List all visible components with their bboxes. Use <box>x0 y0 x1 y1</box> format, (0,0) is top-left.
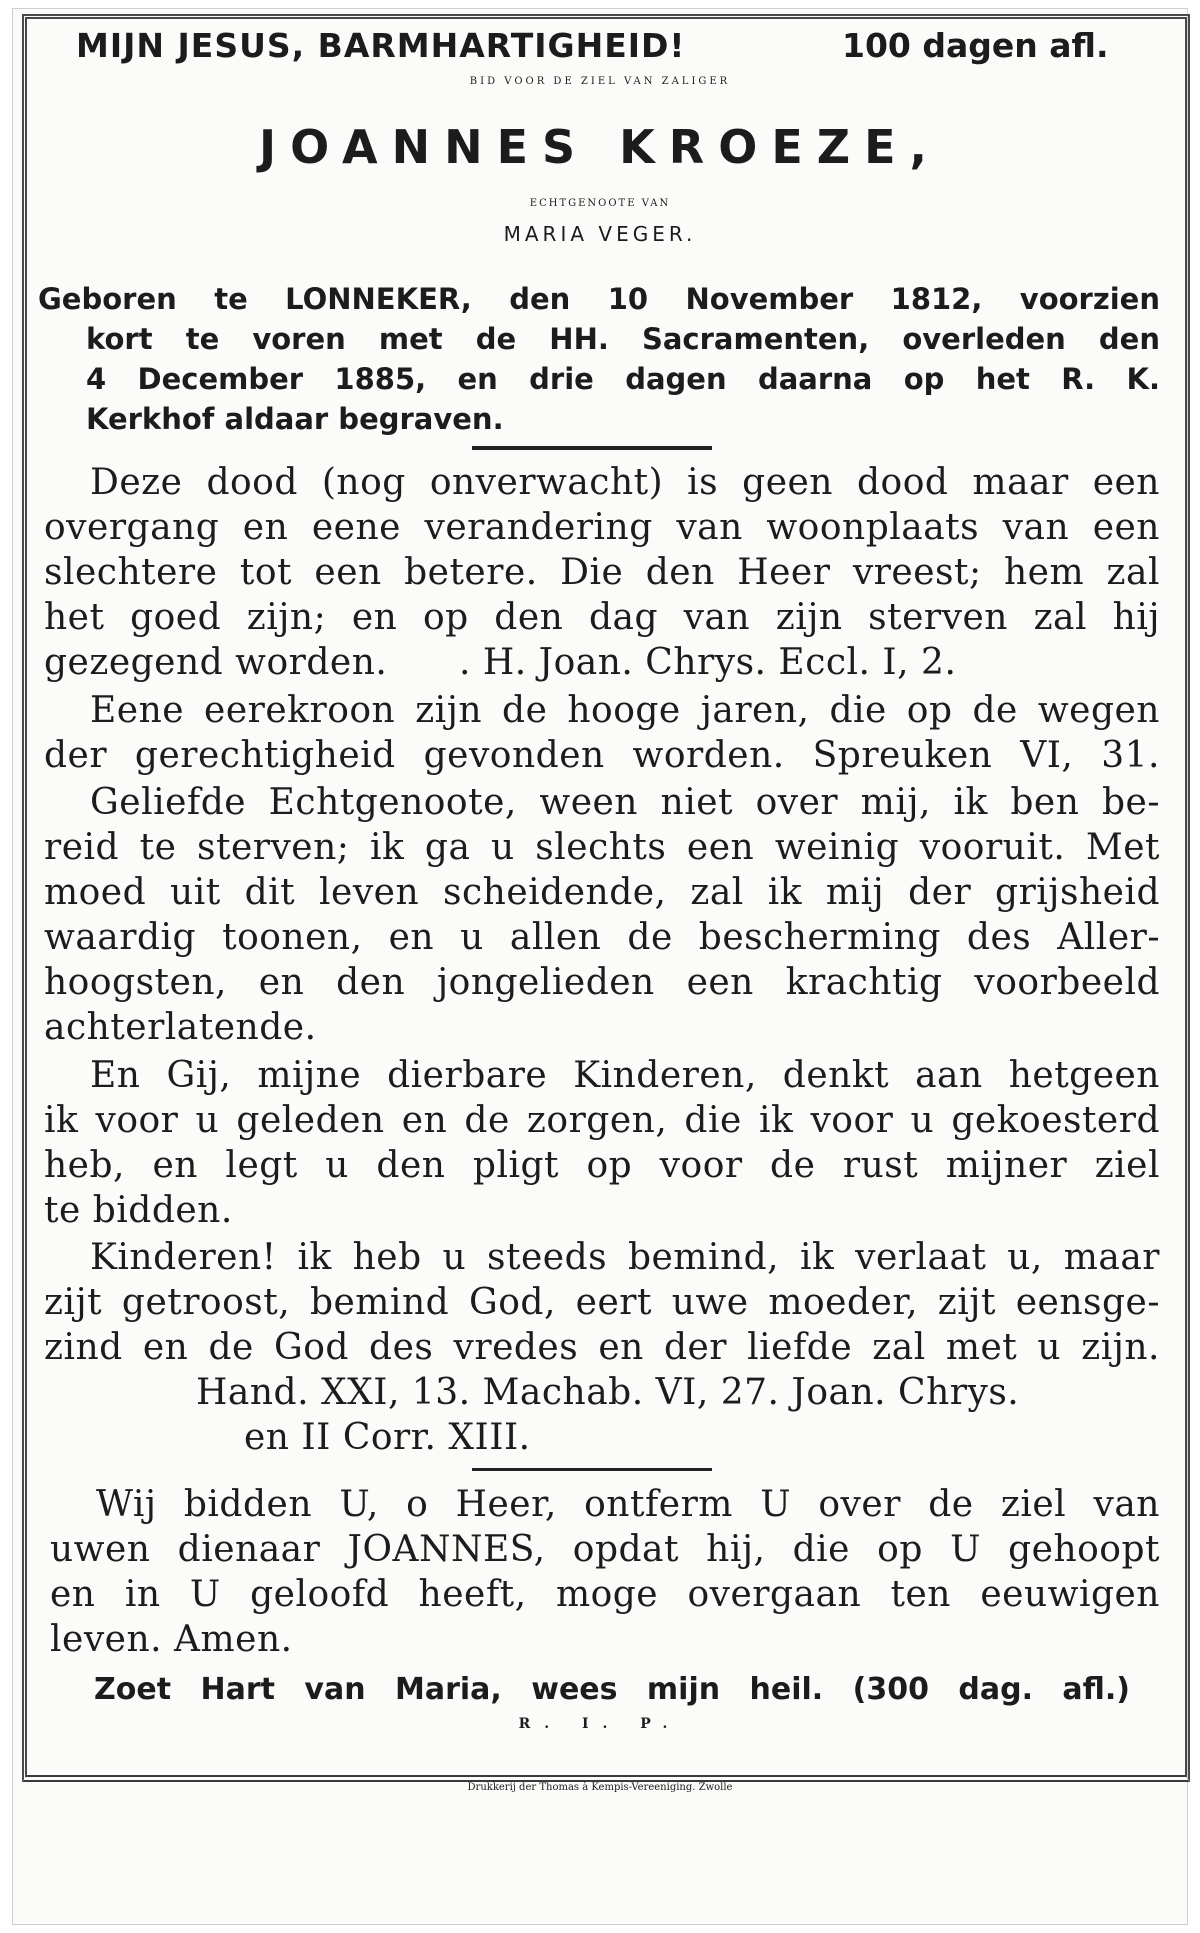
scripture-reference: Hand. XXI, 13. Machab. VI, 27. Joan. Chrys. <box>196 1372 1020 1413</box>
biography-line: Kerkhof aldaar begraven. <box>86 402 504 436</box>
biography-line: Geboren te LONNEKER, den 10 November 1812, voorzien <box>38 282 1160 316</box>
biography-line: 4 December 1885, en drie dagen daarna op het R. K. <box>86 362 1160 396</box>
pray-for-heading: BID VOOR DE ZIEL VAN ZALIGER <box>469 76 731 87</box>
text-line: achterlatende. <box>44 1007 317 1048</box>
text-line: En Gij, mijne dierbare Kinderen, denkt aan hetgeen <box>90 1055 1160 1096</box>
invocation-text: MIJN JESUS, BARMHARTIGHEID! <box>76 26 686 65</box>
text-line: ik voor u geleden en de zorgen, die ik voor u gekoesterd <box>44 1100 1160 1141</box>
text-line: Geliefde Echtgenoote, ween niet over mij, ik ben be- <box>90 782 1160 823</box>
deceased-name: JOANNES KROEZE, <box>259 120 941 174</box>
text-line: gezegend worden. . H. Joan. Chrys. Eccl. I, 2. <box>44 642 957 683</box>
rip-text: R. I. P. <box>518 1716 682 1732</box>
divider-rule <box>472 446 712 450</box>
text-line: Deze dood (nog onverwacht) is geen dood maar een <box>90 462 1160 503</box>
text-line: reid te sterven; ik ga u slechts een weinig vooruit. Met <box>44 827 1160 868</box>
text-line: zind en de God des vredes en der liefde zal met u zijn. <box>44 1327 1160 1368</box>
text-line: heb, en legt u den pligt op voor de rust mijner ziel <box>44 1145 1160 1186</box>
scripture-reference: en II Corr. XIII. <box>244 1417 531 1458</box>
printer-imprint: Drukkerij der Thomas à Kempis-Vereeniging. Zwolle <box>467 1782 733 1793</box>
divider-rule <box>472 1468 712 1471</box>
ejaculation-text: Zoet Hart van Maria, wees mijn heil. (300 dag. afl.) <box>94 1672 1130 1707</box>
text-line: het goed zijn; en op den dag van zijn sterven zal hij <box>44 597 1160 638</box>
text-line: Eene eerekroon zijn de hooge jaren, die op de wegen <box>90 690 1160 731</box>
text-line: te bidden. <box>44 1190 233 1231</box>
biography-line: kort te voren met de HH. Sacramenten, overleden den <box>86 322 1160 356</box>
text-line: der gerechtigheid gevonden worden. Spreuken VI, 31. <box>44 735 1160 776</box>
text-line: waardig toonen, en u allen de bescherming des Aller- <box>44 917 1160 958</box>
prayer-line: leven. Amen. <box>50 1619 293 1660</box>
text-line: overgang en eene verandering van woonplaats van een <box>44 507 1160 548</box>
prayer-line: Wij bidden U, o Heer, ontferm U over de ziel van <box>96 1484 1160 1525</box>
prayer-line: uwen dienaar JOANNES, opdat hij, die op U gehoopt <box>50 1529 1160 1570</box>
text-line: Kinderen! ik heb u steeds bemind, ik verlaat u, maar <box>90 1237 1160 1278</box>
text-line: moed uit dit leven scheidende, zal ik mij der grijsheid <box>44 872 1160 913</box>
spouse-name: MARIA VEGER. <box>503 222 697 246</box>
text-line: zijt getroost, bemind God, eert uwe moeder, zijt eensge- <box>44 1282 1160 1323</box>
text-line: hoogsten, en den jongelieden een krachtig voorbeeld <box>44 962 1160 1003</box>
text-line: slechtere tot een betere. Die den Heer vreest; hem zal <box>44 552 1160 593</box>
prayer-line: en in U geloofd heeft, moge overgaan ten eeuwigen <box>50 1574 1160 1615</box>
indulgence-text: 100 dagen afl. <box>842 26 1109 65</box>
spouse-of-label: ECHTGENOOTE VAN <box>529 198 671 209</box>
